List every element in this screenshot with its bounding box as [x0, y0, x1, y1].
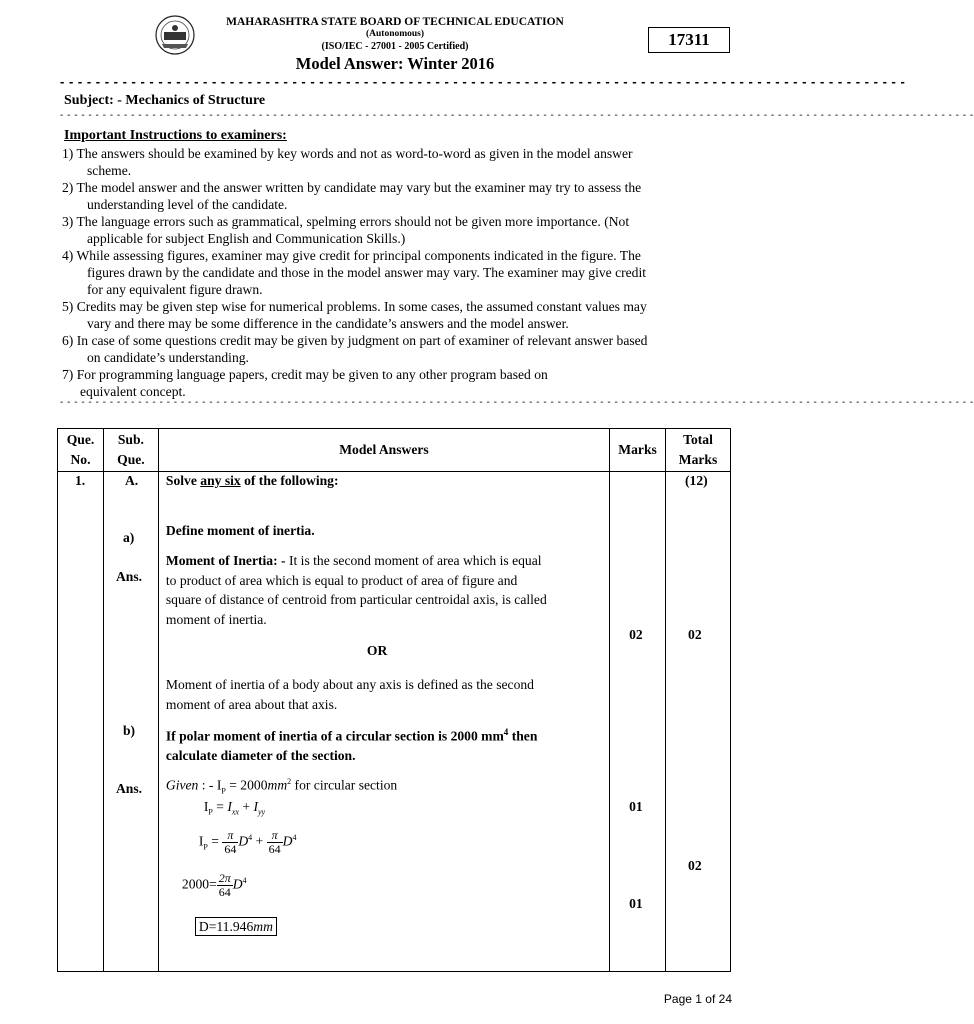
board-name: MAHARASHTRA STATE BOARD OF TECHNICAL EDUCATION: [226, 16, 564, 28]
result-box: D=11.946mm: [195, 917, 277, 936]
subject-divider: - - - - - - - - - - - - - - - - - - - - - - - - - - - - - - - - - - - - - - - - - - - - - - - - - - - - - - - - - - - - - - - - - - - - - - - - - - - - - - - - - - - - - - - - - - - - - - - - - - - - - - - - - - - - - - - - - - - - - - - - - - - - - - - - -: [60, 110, 974, 121]
question-b-text: If polar moment of inertia of a circular section is 2000 $mm^4$ then calculate diameter of the section.: [165, 727, 538, 764]
que-no-cell: [58, 472, 104, 972]
page-title: Model Answer: Winter 2016: [295, 54, 495, 73]
instructions-list: [62, 145, 732, 400]
question-a-text: Define moment of inertia.: [165, 523, 315, 538]
given-line: Given : - $I_P = 2000mm^2$ for circular section: [165, 777, 398, 796]
page-footer: Page 1 of 24: [663, 992, 732, 1006]
answer-label-a: Ans.: [115, 569, 143, 584]
autonomous-label: (Autonomous): [365, 29, 425, 39]
instruction-item-3: 3) The language errors such as grammatical, spelming errors should not be given more importance. (Not applicable for subject English and Communication Skills.): [62, 214, 630, 246]
alternate-definition: Moment of inertia of a body about any axis is defined as the second moment of area about that axis.: [165, 677, 534, 712]
subject-line: Subject: - Mechanics of Structure: [64, 93, 266, 108]
msbte-emblem-icon: [150, 14, 200, 56]
subject-code-box: 17311: [648, 27, 730, 53]
header-model-answers: Model Answers: [158, 429, 609, 472]
solve-instruction: Solve any six of the following:: [165, 473, 339, 488]
sub-question-a-label: a): [122, 530, 135, 545]
answer-label-b: Ans.: [115, 781, 143, 796]
instructions-divider: - - - - - - - - - - - - - - - - - - - - - - - - - - - - - - - - - - - - - - - - - - - - - - - - - - - - - - - - - - - - - - - - - - - - - - - - - - - - - - - - - - - - - - - - - - - - - - - - - - - - - - - - - - - - - - - - - - - - - - - - - - - - - - - - -: [60, 397, 974, 408]
equation-substituted: 2000= $\frac{2\pi}{64}$ $D^4$: [181, 871, 247, 899]
total-marks-section: (12): [685, 473, 708, 488]
header-que-no: Que. No.: [58, 429, 104, 472]
sub-que-cell: [103, 472, 158, 972]
instructions-title: Important Instructions to examiners:: [64, 128, 287, 143]
marks-cell: [610, 472, 666, 972]
header-divider: - - - - - - - - - - - - - - - - - - - - - - - - - - - - - - - - - - - - - - - - - - - - - - - - - - - - - - - - - - - - - - - - - - - - - - - - - - - - - - - - - - - - - - - - - - - - - - -: [60, 74, 906, 89]
total-marks-b: 02: [688, 858, 702, 873]
header-total-marks: Total Marks: [666, 429, 731, 472]
equation-polar-expanded: $I_P$ = $\frac{\pi}{64}$ $D^4$ + $\frac{\pi}{64}$ $D^4$: [198, 828, 297, 856]
instruction-item-5: 5) Credits may be given step wise for numerical problems. In some cases, the assumed constant values may vary and there may be some difference in the candidate’s answers and the model answer.: [62, 299, 647, 331]
or-separator: OR: [366, 643, 388, 658]
moi-definition: Moment of Inertia: - It is the second moment of area which is equal to product of area which is equal to product of area of figure and square of distance of centroid from particular centroidal axis, is called moment of inertia.: [165, 553, 547, 627]
question-number: 1.: [75, 473, 86, 488]
header-sub-que: Sub. Que.: [103, 429, 158, 472]
total-marks-a: 02: [688, 627, 702, 642]
marks-a: 02: [629, 627, 643, 642]
instruction-item-1: 1) The answers should be examined by key words and not as word-to-word as given in the model answer scheme.: [62, 146, 633, 178]
sub-question-a: A.: [124, 473, 139, 488]
model-answer-cell: [158, 472, 609, 972]
instruction-item-6: 6) In case of some questions credit may be given by judgment on part of examiner of relevant answer based on candidate’s understanding.: [62, 333, 648, 365]
marks-b-1: 01: [629, 799, 643, 814]
instruction-item-2: 2) The model answer and the answer written by candidate may vary but the examiner may try to assess the understanding level of the candidate.: [62, 180, 642, 212]
table-row: [58, 472, 731, 972]
sub-question-b-label: b): [122, 723, 136, 738]
model-answer-table: [57, 428, 731, 972]
equation-polar-sum: $I_P = I_{xx} + I_{yy}$: [203, 799, 266, 817]
marks-b-2: 01: [629, 896, 643, 911]
certification-label: (ISO/IEC - 27001 - 2005 Certified): [321, 41, 469, 52]
instruction-item-7: 7) For programming language papers, credit may be given to any other program based on equivalent concept.: [62, 367, 548, 399]
header-marks: Marks: [610, 429, 666, 472]
table-header-row: [58, 429, 731, 472]
instruction-item-4: 4) While assessing figures, examiner may give credit for principal components indicated in the figure. The figures drawn by the candidate and those in the model answer may vary. The examiner may give credit for any equivalent figure drawn.: [62, 248, 647, 297]
total-marks-cell: [666, 472, 731, 972]
